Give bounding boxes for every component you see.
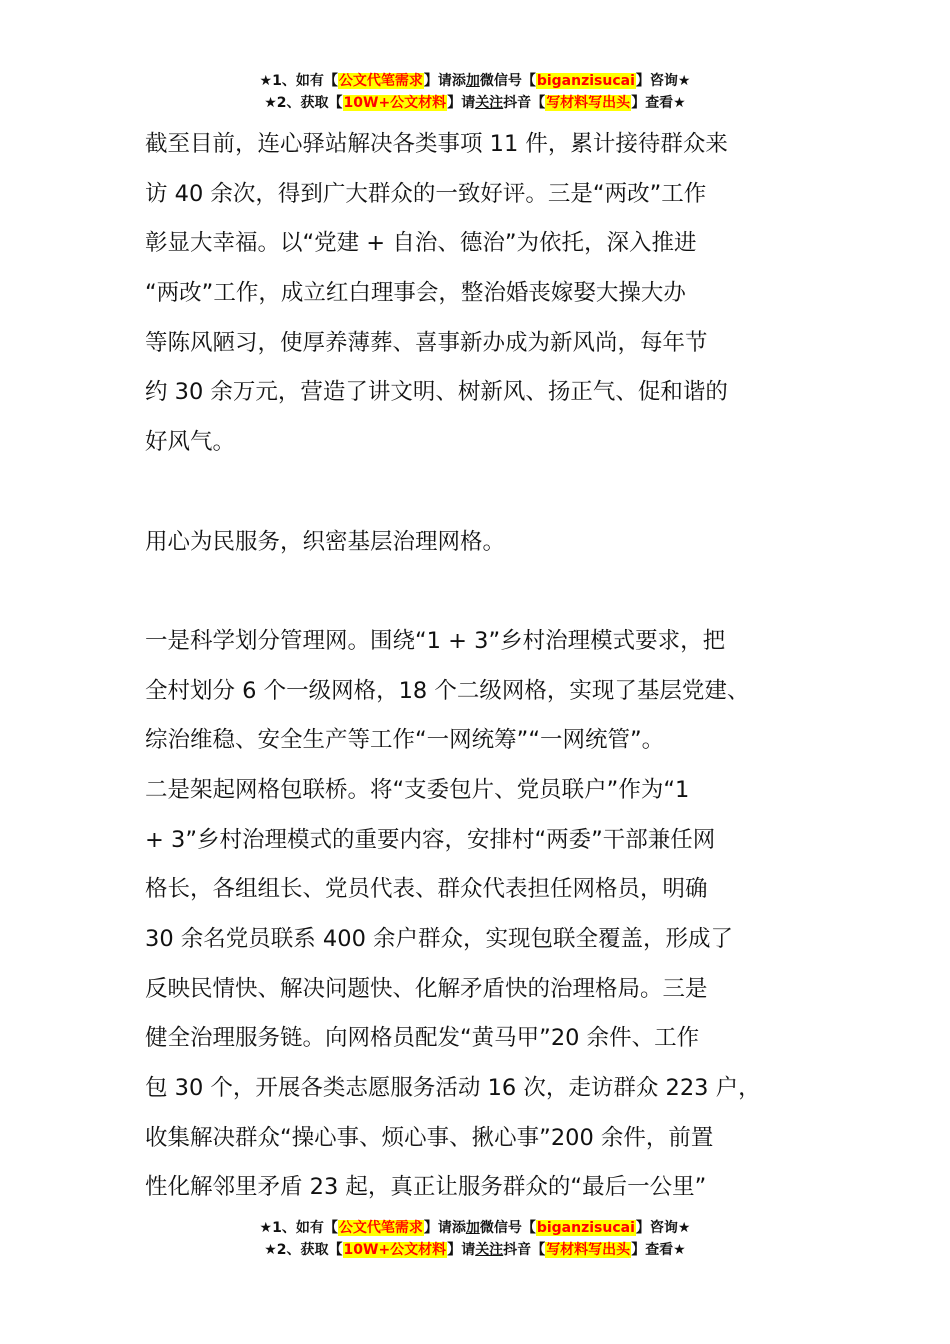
promo-line-2-text-2: 抖音 xyxy=(503,1242,532,1258)
promo-line-1-prefix: ★1、如有 xyxy=(259,1220,324,1236)
highlight-wechat-id: biganzisucai xyxy=(536,1220,635,1236)
footer-promo-banner xyxy=(0,1217,950,1261)
bracket-open: 【 xyxy=(323,1220,338,1236)
promo-line-2 xyxy=(0,92,950,114)
bracket-close: 】 xyxy=(631,95,646,111)
bracket-close: 】 xyxy=(631,1242,646,1258)
promo-line-1-text-2: 微信号 xyxy=(479,73,522,89)
body-text-line: 全村划分 6 个一级网格，18 个二级网格，实现了基层党建、 xyxy=(145,677,750,704)
highlight-douyin-account: 写材料写出头 xyxy=(546,1242,631,1258)
header-promo-banner xyxy=(0,70,950,114)
body-text-line: 健全治理服务链。向网格员配发“黄马甲”20 余件、工作 xyxy=(145,1025,700,1052)
bracket-close: 】 xyxy=(447,95,462,111)
promo-line-2-prefix: ★2、获取 xyxy=(264,1242,329,1258)
body-text-line: 用心为民服务，织密基层治理网格。 xyxy=(145,528,506,555)
bracket-close: 】 xyxy=(423,73,438,89)
promo-line-1-underlined: 加 xyxy=(465,73,480,89)
highlight-wechat-id: biganzisucai xyxy=(536,73,635,89)
promo-line-2-underlined: 关注 xyxy=(475,95,504,111)
body-text-line: “两改”工作，成立红白理事会，整治婚丧嫁娶大操大办 xyxy=(145,280,686,307)
highlight-service: 公文代笔需求 xyxy=(338,1220,423,1236)
promo-line-2-prefix: ★2、获取 xyxy=(264,95,329,111)
body-text-line: 好风气。 xyxy=(145,429,236,456)
body-text-line: 访 40 余次，得到广大群众的一致好评。三是“两改”工作 xyxy=(145,180,707,207)
promo-line-2 xyxy=(0,1239,950,1261)
promo-line-2-text-2: 抖音 xyxy=(503,95,532,111)
promo-line-1 xyxy=(0,1217,950,1239)
bracket-open: 【 xyxy=(328,1242,343,1258)
promo-line-2-suffix: 查看★ xyxy=(645,95,686,111)
highlight-service: 公文代笔需求 xyxy=(338,73,423,89)
bracket-open: 【 xyxy=(531,1242,546,1258)
promo-line-1-prefix: ★1、如有 xyxy=(259,73,324,89)
body-text-line: 30 余名党员联系 400 余户群众，实现包联全覆盖，形成了 xyxy=(145,926,734,952)
bracket-open: 【 xyxy=(328,95,343,111)
bracket-open: 【 xyxy=(521,73,536,89)
promo-line-1-underlined: 加 xyxy=(465,1220,480,1236)
bracket-open: 【 xyxy=(521,1220,536,1236)
promo-line-2-underlined: 关注 xyxy=(475,1242,504,1258)
paragraph-gap xyxy=(145,468,845,518)
promo-line-1-text: 请添 xyxy=(437,73,466,89)
bracket-open: 【 xyxy=(323,73,338,89)
document-body xyxy=(145,120,845,1213)
body-text-line: 综治维稳、安全生产等工作“一网统筹”“一网统管”。 xyxy=(145,727,665,754)
promo-line-1-suffix: 咨询★ xyxy=(649,1220,691,1236)
paragraph-gap xyxy=(145,567,845,617)
bracket-close: 】 xyxy=(447,1242,462,1258)
body-text-line: 二是架起网格包联桥。将“支委包片、党员联户”作为“1 xyxy=(145,776,690,803)
body-text-line: 性化解邻里矛盾 23 起，真正让服务群众的“最后一公里” xyxy=(145,1174,707,1201)
body-text-line: 格长，各组组长、党员代表、群众代表担任网格员，明确 xyxy=(145,876,708,903)
promo-line-1 xyxy=(0,70,950,92)
body-text-line: 一是科学划分管理网。围绕“1 + 3”乡村治理模式要求，把 xyxy=(145,627,726,654)
promo-line-2-text: 请 xyxy=(461,1242,476,1258)
body-text-line: 包 30 个，开展各类志愿服务活动 16 次，走访群众 223 户， xyxy=(145,1075,761,1102)
promo-line-2-text: 请 xyxy=(461,95,476,111)
body-text-line: 收集解决群众“操心事、烦心事、揪心事”200 余件，前置 xyxy=(145,1124,714,1151)
body-text-line: 反映民情快、解决问题快、化解矛盾快的治理格局。三是 xyxy=(145,975,708,1002)
promo-line-1-text: 请添 xyxy=(437,1220,466,1236)
promo-line-1-text-2: 微信号 xyxy=(479,1220,522,1236)
highlight-materials: 10W+公文材料 xyxy=(343,95,447,111)
promo-line-1-suffix: 咨询★ xyxy=(649,73,691,89)
bracket-close: 】 xyxy=(635,73,650,89)
body-text-line: + 3”乡村治理模式的重要内容，安排村“两委”干部兼任网 xyxy=(145,826,716,853)
body-text-line: 截至目前，连心驿站解决各类事项 11 件，累计接待群众来 xyxy=(145,131,728,157)
body-text-line: 彰显大幸福。以“党建 + 自治、德治”为依托，深入推进 xyxy=(145,230,697,257)
body-text-line: 约 30 余万元，营造了讲文明、树新风、扬正气、促和谐的 xyxy=(145,379,728,406)
highlight-materials: 10W+公文材料 xyxy=(343,1242,447,1258)
bracket-close: 】 xyxy=(423,1220,438,1236)
bracket-close: 】 xyxy=(635,1220,650,1236)
promo-line-2-suffix: 查看★ xyxy=(645,1242,686,1258)
highlight-douyin-account: 写材料写出头 xyxy=(546,95,631,111)
bracket-open: 【 xyxy=(531,95,546,111)
body-text-line: 等陈风陋习，使厚养薄葬、喜事新办成为新风尚，每年节 xyxy=(145,329,708,356)
